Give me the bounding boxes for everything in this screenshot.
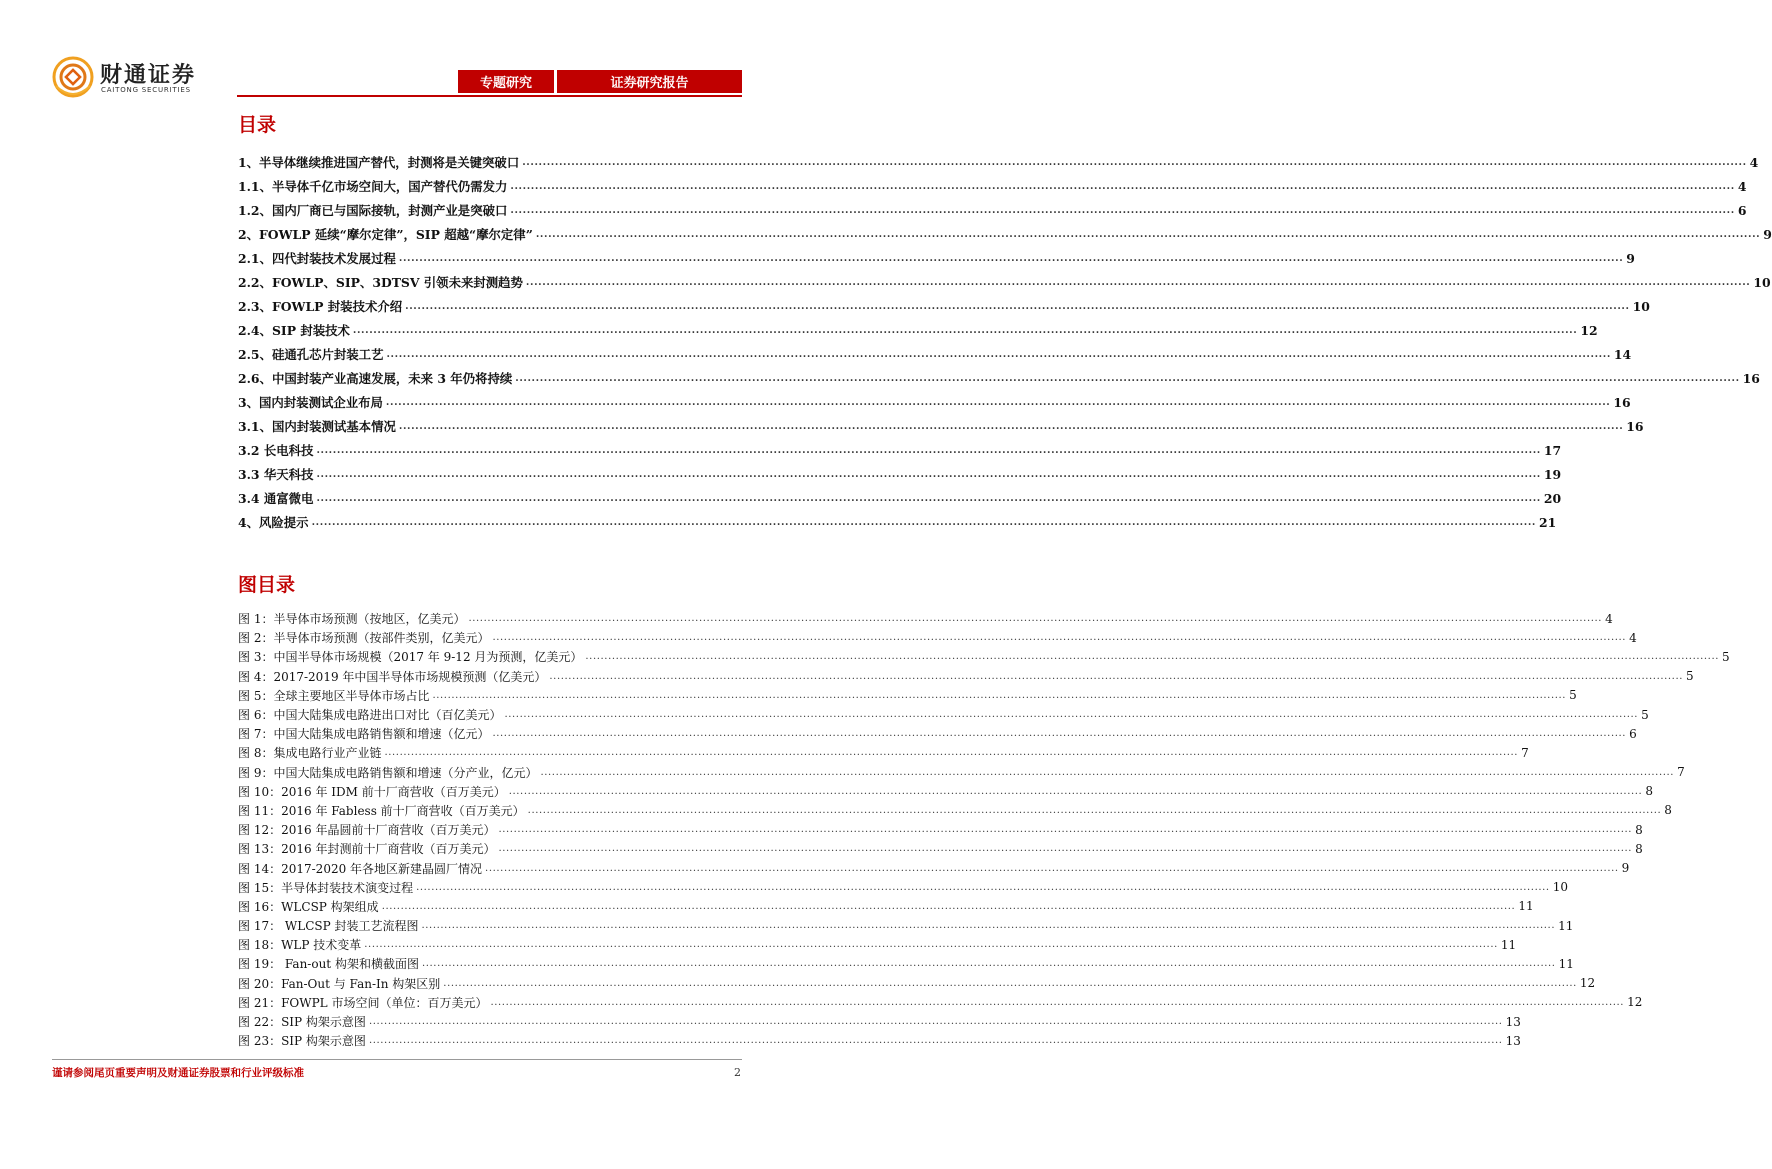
dot-leader: ............................................................................................................................................................................................................................................................................................................ bbox=[352, 324, 1578, 336]
figure-entry-page: 6 bbox=[1629, 726, 1637, 741]
figure-entry[interactable] bbox=[238, 839, 1643, 858]
toc-entry[interactable] bbox=[238, 342, 1632, 366]
figure-entry-page: 8 bbox=[1635, 822, 1643, 837]
dot-leader: ............................................................................................................................................................................................................................................................................................................ bbox=[585, 651, 1720, 663]
dot-leader: ............................................................................................................................................................................................................................................................................................................ bbox=[316, 444, 1541, 456]
figure-entry[interactable] bbox=[238, 878, 1568, 897]
figure-entry-page: 8 bbox=[1645, 784, 1653, 799]
toc-entry-page: 14 bbox=[1613, 346, 1632, 362]
dot-leader: ............................................................................................................................................................................................................................................................................................................ bbox=[385, 396, 1611, 408]
figure-entry-label: 图 12：2016 年晶圆前十厂商营收（百万美元） bbox=[238, 823, 496, 838]
dot-leader: ............................................................................................................................................................................................................................................................................................................ bbox=[515, 372, 1740, 384]
toc-entry-page: 6 bbox=[1737, 202, 1747, 218]
toc-entry-page: 16 bbox=[1613, 394, 1631, 410]
figure-entry-page: 9 bbox=[1621, 861, 1630, 876]
toc-entry[interactable] bbox=[238, 294, 1650, 318]
figure-entry-page: 13 bbox=[1505, 1033, 1521, 1048]
caitong-logo bbox=[52, 56, 212, 100]
toc-entry[interactable] bbox=[238, 414, 1644, 438]
figure-entry[interactable] bbox=[238, 916, 1574, 935]
toc-entry-label: 1.1、半导体千亿市场空间大，国产替代仍需发力 bbox=[238, 179, 508, 194]
toc-entry-page: 9 bbox=[1626, 250, 1635, 266]
table-of-contents bbox=[238, 150, 1772, 534]
figure-entry-page: 11 bbox=[1558, 956, 1574, 971]
tab-securities-report: 证券研究报告 bbox=[557, 70, 742, 93]
toc-entry-page: 16 bbox=[1742, 370, 1760, 386]
header-tabs bbox=[458, 70, 742, 93]
dot-leader: ............................................................................................................................................................................................................................................................................................................ bbox=[522, 156, 1747, 168]
toc-title: 目录 bbox=[238, 114, 277, 136]
figure-entry-label: 图 6：中国大陆集成电路进出口对比（百亿美元） bbox=[238, 708, 502, 723]
dot-leader: ............................................................................................................................................................................................................................................................................................................ bbox=[405, 300, 1630, 312]
figure-entry-label: 图 19： Fan-out 构架和横截面图 bbox=[238, 957, 419, 972]
toc-entry[interactable] bbox=[238, 462, 1562, 486]
figure-entry-page: 11 bbox=[1500, 937, 1517, 952]
figure-entry-page: 5 bbox=[1569, 688, 1577, 703]
dot-leader: ............................................................................................................................................................................................................................................................................................................ bbox=[316, 492, 1541, 504]
figure-entry-page: 8 bbox=[1635, 841, 1643, 856]
figure-entry-page: 12 bbox=[1579, 976, 1596, 991]
toc-entry[interactable] bbox=[238, 318, 1598, 342]
toc-entry-label: 1、半导体继续推进国产替代，封测将是关键突破口 bbox=[238, 155, 520, 170]
toc-entry[interactable] bbox=[238, 486, 1562, 510]
figure-entry-page: 7 bbox=[1677, 765, 1685, 780]
toc-entry[interactable] bbox=[238, 150, 1759, 174]
toc-entry-label: 2.4、SIP 封装技术 bbox=[238, 323, 350, 338]
figure-entry[interactable] bbox=[238, 1012, 1521, 1031]
toc-entry-label: 1.2、国内厂商已与国际接轨，封测产业是突破口 bbox=[238, 203, 508, 218]
dot-leader: ............................................................................................................................................................................................................................................................................................................ bbox=[398, 420, 1624, 432]
dot-leader: ............................................................................................................................................................................................................................................................................................................ bbox=[443, 977, 1577, 989]
figure-entry[interactable] bbox=[238, 628, 1637, 647]
dot-leader: ............................................................................................................................................................................................................................................................................................................ bbox=[490, 996, 1625, 1008]
figure-entry-page: 8 bbox=[1664, 803, 1672, 818]
figure-entry[interactable] bbox=[238, 820, 1643, 839]
figure-entry-page: 5 bbox=[1722, 649, 1730, 664]
dot-leader: ............................................................................................................................................................................................................................................................................................................ bbox=[540, 766, 1675, 778]
figure-entry-page: 13 bbox=[1505, 1014, 1521, 1029]
figure-entry[interactable] bbox=[238, 858, 1630, 877]
toc-entry[interactable] bbox=[238, 222, 1772, 246]
dot-leader: ............................................................................................................................................................................................................................................................................................................ bbox=[416, 881, 1550, 893]
logo-english-name: CAITONG SECURITIES bbox=[101, 86, 191, 94]
figure-list-title: 图目录 bbox=[238, 574, 296, 596]
page-number: 2 bbox=[734, 1066, 741, 1079]
toc-entry[interactable] bbox=[238, 246, 1635, 270]
dot-leader: ............................................................................................................................................................................................................................................................................................................ bbox=[535, 228, 1761, 240]
toc-entry-page: 19 bbox=[1543, 466, 1562, 482]
figure-entry-page: 5 bbox=[1686, 669, 1694, 684]
figure-entry-label: 图 15：半导体封装技术演变过程 bbox=[238, 880, 414, 895]
figure-entry[interactable] bbox=[238, 935, 1517, 954]
figure-entry-page: 5 bbox=[1641, 707, 1649, 722]
toc-entry-label: 3.4 通富微电 bbox=[238, 491, 314, 506]
dot-leader: ............................................................................................................................................................................................................................................................................................................ bbox=[364, 939, 1498, 951]
toc-entry-page: 10 bbox=[1753, 274, 1771, 290]
dot-leader: ............................................................................................................................................................................................................................................................................................................ bbox=[421, 958, 1556, 970]
toc-entry-label: 2.5、硅通孔芯片封装工艺 bbox=[238, 347, 384, 362]
figure-entry-page: 12 bbox=[1627, 995, 1643, 1010]
toc-entry[interactable] bbox=[238, 510, 1557, 534]
figure-entry[interactable] bbox=[238, 705, 1649, 724]
caitong-logo-icon bbox=[52, 56, 94, 98]
header-divider bbox=[237, 95, 742, 97]
toc-entry-page: 4 bbox=[1737, 178, 1747, 194]
dot-leader: ............................................................................................................................................................................................................................................................................................................ bbox=[498, 824, 1633, 836]
figure-entry-label: 图 22：SIP 构架示意图 bbox=[238, 1015, 366, 1030]
figure-entry[interactable] bbox=[238, 647, 1730, 666]
dot-leader: ............................................................................................................................................................................................................................................................................................................ bbox=[468, 613, 1603, 625]
figure-entry-label: 图 2：半导体市场预测（按部件类别，亿美元） bbox=[238, 631, 490, 646]
figure-entry-label: 图 7：中国大陆集成电路销售额和增速（亿元） bbox=[238, 727, 490, 742]
figure-entry[interactable] bbox=[238, 974, 1596, 993]
figure-entry-label: 图 11：2016 年 Fabless 前十厂商营收（百万美元） bbox=[238, 803, 525, 818]
dot-leader: ............................................................................................................................................................................................................................................................................................................ bbox=[316, 468, 1541, 480]
dot-leader: ............................................................................................................................................................................................................................................................................................................ bbox=[311, 516, 1537, 528]
figure-entry-label: 图 10：2016 年 IDM 前十厂商营收（百万美元） bbox=[238, 784, 506, 799]
dot-leader: ............................................................................................................................................................................................................................................................................................................ bbox=[368, 1035, 1503, 1047]
toc-entry-page: 4 bbox=[1749, 154, 1759, 170]
dot-leader: ............................................................................................................................................................................................................................................................................................................ bbox=[508, 785, 1643, 797]
toc-entry-label: 3.2 长电科技 bbox=[238, 443, 314, 458]
figure-entry-label: 图 3：中国半导体市场规模（2017 年 9-12 月为预测，亿美元） bbox=[238, 650, 583, 665]
figure-entry[interactable] bbox=[238, 897, 1534, 916]
figure-entry[interactable] bbox=[238, 609, 1613, 628]
figure-entry[interactable] bbox=[238, 993, 1643, 1012]
dot-leader: ............................................................................................................................................................................................................................................................................................................ bbox=[504, 709, 1639, 721]
figure-entry[interactable] bbox=[238, 954, 1574, 973]
figure-entry-label: 图 21：FOWPL 市场空间（单位：百万美元） bbox=[238, 995, 488, 1010]
dot-leader: ............................................................................................................................................................................................................................................................................................................ bbox=[527, 804, 1662, 816]
figure-entry-label: 图 14：2017-2020 年各地区新建晶圆厂情况 bbox=[238, 861, 483, 876]
figure-entry-label: 图 9：中国大陆集成电路销售额和增速（分产业，亿元） bbox=[238, 765, 538, 780]
figure-entry-label: 图 1：半导体市场预测（按地区，亿美元） bbox=[238, 612, 466, 627]
dot-leader: ............................................................................................................................................................................................................................................................................................................ bbox=[384, 747, 1519, 759]
toc-entry-label: 2.2、FOWLP、SIP、3DTSV 引领未来封测趋势 bbox=[238, 275, 523, 290]
logo-chinese-name: 财通证券 bbox=[100, 63, 197, 88]
dot-leader: ............................................................................................................................................................................................................................................................................................................ bbox=[485, 862, 1619, 874]
toc-entry-page: 17 bbox=[1543, 442, 1562, 458]
figure-entry-page: 4 bbox=[1605, 611, 1613, 626]
figure-entry-page: 11 bbox=[1558, 918, 1574, 933]
figure-entry[interactable] bbox=[238, 667, 1694, 686]
figure-entry-page: 10 bbox=[1552, 880, 1568, 895]
toc-entry-page: 10 bbox=[1632, 298, 1650, 314]
toc-entry[interactable] bbox=[238, 198, 1747, 222]
figure-entry-label: 图 4：2017-2019 年中国半导体市场规模预测（亿美元） bbox=[238, 669, 547, 684]
tab-special-research: 专题研究 bbox=[458, 70, 554, 93]
toc-entry-label: 3.3 华天科技 bbox=[238, 467, 314, 482]
toc-entry-label: 4、风险提示 bbox=[238, 515, 309, 530]
toc-entry-label: 2.3、FOWLP 封装技术介绍 bbox=[238, 299, 403, 314]
toc-entry-page: 20 bbox=[1543, 490, 1562, 506]
toc-entry[interactable] bbox=[238, 366, 1760, 390]
toc-entry-page: 21 bbox=[1539, 514, 1557, 530]
figure-entry-label: 图 8：集成电路行业产业链 bbox=[238, 746, 382, 761]
list-of-figures bbox=[238, 609, 1730, 1050]
footer-disclaimer: 谨请参阅尾页重要声明及财通证券股票和行业评级标准 bbox=[52, 1067, 304, 1079]
figure-entry-page: 11 bbox=[1518, 899, 1534, 914]
figure-entry[interactable] bbox=[238, 1031, 1521, 1050]
toc-entry-page: 16 bbox=[1626, 418, 1644, 434]
toc-entry-label: 2、FOWLP 延续“摩尔定律”，SIP 超越“摩尔定律” bbox=[238, 227, 533, 242]
dot-leader: ............................................................................................................................................................................................................................................................................................................ bbox=[386, 348, 1611, 360]
toc-entry[interactable] bbox=[238, 270, 1771, 294]
toc-entry-label: 2.1、四代封装技术发展过程 bbox=[238, 251, 396, 266]
figure-entry[interactable] bbox=[238, 724, 1637, 743]
dot-leader: ............................................................................................................................................................................................................................................................................................................ bbox=[510, 180, 1735, 192]
dot-leader: ............................................................................................................................................................................................................................................................................................................ bbox=[421, 920, 1556, 932]
dot-leader: ............................................................................................................................................................................................................................................................................................................ bbox=[492, 728, 1627, 740]
toc-entry-page: 12 bbox=[1580, 322, 1598, 338]
toc-entry-page: 9 bbox=[1763, 226, 1772, 242]
figure-entry-label: 图 16：WLCSP 构架组成 bbox=[238, 899, 379, 914]
figure-entry[interactable] bbox=[238, 686, 1577, 705]
figure-entry-label: 图 17： WLCSP 封装工艺流程图 bbox=[238, 919, 419, 934]
figure-entry-label: 图 20：Fan-Out 与 Fan-In 构架区别 bbox=[238, 976, 441, 991]
dot-leader: ............................................................................................................................................................................................................................................................................................................ bbox=[492, 632, 1627, 644]
dot-leader: ............................................................................................................................................................................................................................................................................................................ bbox=[432, 689, 1567, 701]
figure-entry-label: 图 5：全球主要地区半导体市场占比 bbox=[238, 688, 430, 703]
dot-leader: ............................................................................................................................................................................................................................................................................................................ bbox=[510, 204, 1735, 216]
dot-leader: ............................................................................................................................................................................................................................................................................................................ bbox=[368, 1016, 1503, 1028]
dot-leader: ............................................................................................................................................................................................................................................................................................................ bbox=[525, 276, 1751, 288]
figure-entry[interactable] bbox=[238, 743, 1529, 762]
dot-leader: ............................................................................................................................................................................................................................................................................................................ bbox=[498, 843, 1633, 855]
figure-entry-page: 7 bbox=[1521, 745, 1529, 760]
dot-leader: ............................................................................................................................................................................................................................................................................................................ bbox=[381, 900, 1516, 912]
figure-entry-label: 图 13：2016 年封测前十厂商营收（百万美元） bbox=[238, 842, 496, 857]
figure-entry-page: 4 bbox=[1629, 630, 1637, 645]
toc-entry[interactable] bbox=[238, 390, 1631, 414]
figure-entry-label: 图 23：SIP 构架示意图 bbox=[238, 1034, 366, 1049]
toc-entry-label: 2.6、中国封装产业高速发展，未来 3 年仍将持续 bbox=[238, 371, 513, 386]
dot-leader: ............................................................................................................................................................................................................................................................................................................ bbox=[549, 670, 1684, 682]
figure-entry[interactable] bbox=[238, 782, 1653, 801]
figure-entry-label: 图 18：WLP 技术变革 bbox=[238, 938, 362, 953]
toc-entry[interactable] bbox=[238, 438, 1562, 462]
toc-entry-label: 3.1、国内封装测试基本情况 bbox=[238, 419, 396, 434]
figure-entry[interactable] bbox=[238, 801, 1672, 820]
dot-leader: ............................................................................................................................................................................................................................................................................................................ bbox=[398, 252, 1624, 264]
toc-entry[interactable] bbox=[238, 174, 1747, 198]
toc-entry-label: 3、国内封装测试企业布局 bbox=[238, 395, 383, 410]
footer-divider bbox=[52, 1059, 742, 1060]
figure-entry[interactable] bbox=[238, 763, 1685, 782]
